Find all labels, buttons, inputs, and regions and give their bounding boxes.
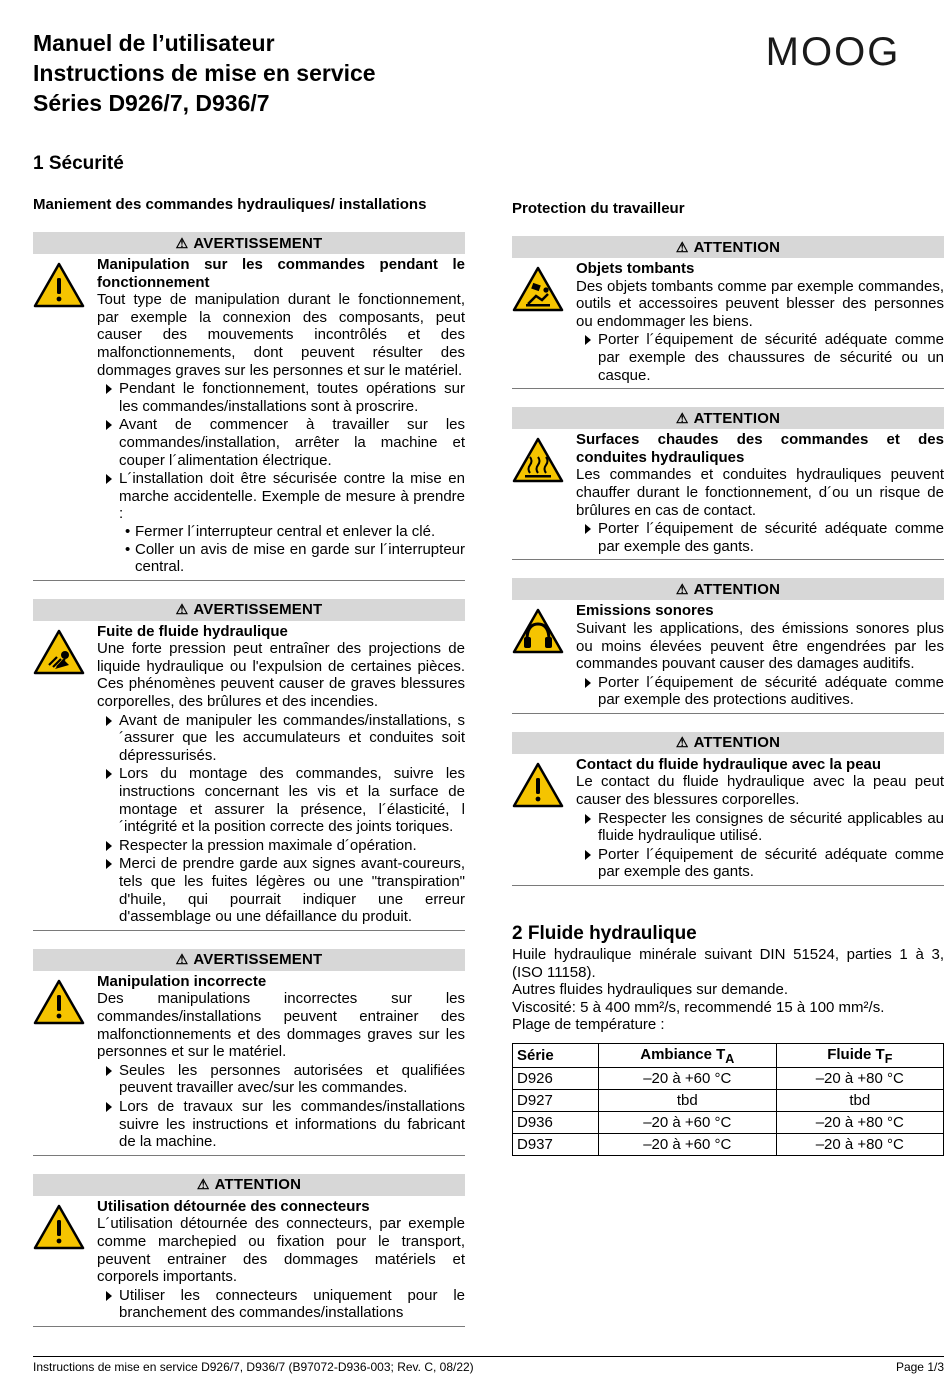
title-line-3: Séries D926/7, D936/7 (33, 90, 270, 116)
left-safety-box (33, 1174, 465, 1327)
series-cell: D936 (513, 1112, 599, 1134)
header-ambiance-sub: A (725, 1051, 735, 1066)
hazard-level-bar (512, 732, 944, 754)
bullet-item: Porter l´équipement de sécurité adéquate comme par exemple des chaussures de sécurité ou un casque. (576, 331, 944, 384)
fluid-paragraph-4: Plage de température : (512, 1016, 665, 1034)
left-safety-box (33, 599, 465, 931)
safety-box-title: Manipulation incorrecte (97, 972, 267, 990)
warning-triangle-icon: ⚠ (675, 238, 689, 255)
bullet-item: Respecter les consignes de sécurité applicables au fluide hydraulique utilisé. (576, 810, 944, 845)
series-cell: D937 (513, 1134, 599, 1156)
safety-box-title: Objets tombants (576, 260, 695, 277)
moog-logo (722, 30, 944, 70)
falling-objects-icon (512, 266, 564, 312)
bullet-list (576, 520, 944, 555)
header-serie: Série (513, 1044, 599, 1068)
table-row (513, 1068, 944, 1090)
right-subtitle: Protection du travailleur (512, 200, 685, 217)
fluid-paragraph-3: Viscosité: 5 à 400 mm²/s, recommendé 15 à 100 mm²/s. (512, 998, 885, 1016)
header-fluide-sub: F (884, 1051, 893, 1066)
table-row (513, 1112, 944, 1134)
safety-box-title: Utilisation détournée des connecteurs (97, 1197, 370, 1215)
bullet-item: Lors de travaux sur les commandes/installations suivre les instructions et informations du fabricant de la machine. (97, 1098, 465, 1151)
bullet-list (576, 331, 944, 384)
hazard-level-bar (33, 949, 465, 971)
title-line-1: Manuel de l’utilisateur (33, 30, 275, 56)
warning-triangle-icon: ⚠ (175, 601, 189, 618)
safety-box-text: L´utilisation détournée des connecteurs, par exemple comme marchepied ou fixation pour le transport, peuvent entrainer des dommages matériels et corporels importants. (97, 1215, 465, 1286)
safety-box-text: Tout type de manipulation durant le fonctionnement, par exemple la connexion des composants, peut causer des mouvements incontrôlés et des malfonctionnements, dont peuvent résulter des dommages graves sur les personnes et sur le matériel. (97, 291, 465, 379)
warning-exclamation-icon (33, 979, 85, 1025)
title-line-2: Instructions de mise en service (33, 60, 376, 86)
header-fluide-label: Fluide T (827, 1045, 885, 1063)
temperature-table (512, 1043, 944, 1156)
fluide-cell: –20 à +80 °C (776, 1068, 943, 1090)
left-safety-box (33, 949, 465, 1156)
hazard-level-label: AVERTISSEMENT (193, 234, 323, 252)
ambiance-cell: –20 à +60 °C (599, 1112, 777, 1134)
hazard-level-label: ATTENTION (693, 238, 781, 256)
safety-box-title: Contact du fluide hydraulique avec la peau (576, 755, 882, 773)
bullet-item: L´installation doit être sécurisée contre la mise en marche accidentelle. Exemple de mesure à prendre : (97, 470, 465, 523)
bullet-list (97, 1062, 465, 1151)
safety-box-title: Emissions sonores (576, 602, 714, 620)
fluid-paragraph-1: Huile hydraulique minérale suivant DIN 51524, parties 1 à 3, (ISO 11158). (512, 946, 944, 981)
logo-text: MOOG (765, 30, 901, 70)
warning-triangle-icon: ⚠ (675, 734, 689, 751)
left-subtitle: Maniement des commandes hydrauliques/ installations (33, 196, 427, 213)
left-safety-box (33, 232, 465, 581)
hazard-level-bar (512, 407, 944, 429)
bullet-item: Porter l´équipement de sécurité adéquate comme par exemple des gants. (576, 520, 944, 555)
hazard-level-label: AVERTISSEMENT (193, 601, 323, 619)
warning-exclamation-icon (512, 762, 564, 808)
sub-bullet-item: • Fermer l´interrupteur central et enlever la clé. (125, 523, 465, 541)
safety-box-body (33, 256, 465, 581)
warning-exclamation-icon (33, 262, 85, 308)
bullet-item: Respecter la pression maximale d´opération. (97, 837, 465, 855)
ambiance-cell: –20 à +60 °C (599, 1068, 777, 1090)
bullet-item: Avant de commencer à travailler sur les commandes/installation, arrêter la machine et couper l´alimentation électrique. (97, 416, 465, 469)
bullet-list (576, 810, 944, 881)
footer-left: Instructions de mise en service D926/7, D936/7 (B97072-D936-003; Rev. C, 08/22) (33, 1360, 474, 1374)
hazard-level-bar (33, 232, 465, 254)
safety-box-body (512, 756, 944, 886)
safety-box-text: Une forte pression peut entraîner des projections de liquide hydraulique ou l'expulsion de certaines pièces. Ces phénomènes peuvent causer de graves blessures corporelles, des brûlures et des incendies. (97, 640, 465, 711)
table-row (513, 1134, 944, 1156)
right-safety-box (512, 236, 944, 389)
header-ambiance-label: Ambiance T (640, 1045, 726, 1063)
bullet-item: Merci de prendre garde aux signes avant-coureurs, tels que les fuites légères ou une "transpiration" d'huile, qui pourrait indiquer une erreur d'assemblage ou une défaillance du produit. (97, 855, 465, 925)
bullet-item: Utiliser les connecteurs uniquement pour le branchement des commandes/installations (97, 1287, 465, 1322)
series-cell: D927 (513, 1090, 599, 1112)
hot-surface-icon (512, 437, 564, 483)
right-column (512, 236, 944, 904)
hazard-level-label: ATTENTION (693, 734, 781, 752)
safety-box-body (512, 602, 944, 714)
bullet-item: Lors du montage des commandes, suivre les instructions concernant les vis et la surface de montage et assurer la présence, l´élasticité, l´intégrité et la position correcte des joints toriques. (97, 765, 465, 835)
bullet-item: Pendant le fonctionnement, toutes opérations sur les commandes/installations sont à proscrire. (97, 380, 465, 415)
right-safety-box (512, 578, 944, 714)
footer-divider (33, 1356, 944, 1357)
hazard-level-label: ATTENTION (693, 409, 781, 427)
safety-box-text: Les commandes et conduites hydrauliques peuvent chauffer durant le fonctionnement, d´ou un risque de brûlures en cas de contact. (576, 466, 944, 519)
fluide-cell: tbd (776, 1090, 943, 1112)
bullet-item: Seules les personnes autorisées et qualifiées peuvent travailler avec/sur les commandes. (97, 1062, 465, 1097)
ambiance-cell: tbd (599, 1090, 777, 1112)
section-2-title: 2 Fluide hydraulique (512, 923, 697, 944)
sub-bullet-item: • Coller un avis de mise en garde sur l´interrupteur central. (125, 541, 465, 576)
safety-box-body (512, 431, 944, 560)
bullet-item: Porter l´équipement de sécurité adéquate comme par exemple des gants. (576, 846, 944, 881)
hazard-level-bar (512, 578, 944, 600)
right-safety-box (512, 732, 944, 886)
table-header-row (513, 1044, 944, 1068)
document-title (33, 28, 376, 118)
bullet-list (97, 1287, 465, 1322)
right-safety-box (512, 407, 944, 560)
bullet-list (576, 674, 944, 709)
fluide-cell: –20 à +80 °C (776, 1112, 943, 1134)
warning-triangle-icon: ⚠ (196, 1176, 210, 1193)
safety-box-title: Surfaces chaudes des commandes et des conduites hydrauliques (576, 431, 944, 466)
sub-bullet-list (97, 523, 465, 576)
header-ambiance (599, 1044, 777, 1068)
table-row (513, 1090, 944, 1112)
header-fluide (776, 1044, 943, 1068)
warning-triangle-icon: ⚠ (675, 409, 689, 426)
hazard-level-bar (33, 1174, 465, 1196)
fluid-jet-warning-icon (33, 629, 85, 675)
ambiance-cell: –20 à +60 °C (599, 1134, 777, 1156)
hazard-level-label: AVERTISSEMENT (193, 951, 323, 969)
bullet-item: Porter l´équipement de sécurité adéquate comme par exemple des protections auditives. (576, 674, 944, 709)
hazard-level-bar (33, 599, 465, 621)
bullet-item: Avant de manipuler les commandes/installations, s´assurer que les accumulateurs et conduites soit dépressurisés. (97, 712, 465, 765)
hearing-protection-icon (512, 608, 564, 654)
warning-exclamation-icon (33, 1204, 85, 1250)
safety-box-body (33, 1198, 465, 1327)
safety-box-body (33, 623, 465, 931)
safety-box-text: Des objets tombants comme par exemple commandes, outils et accessoires peuvent blesser des personnes ou endommager les biens. (576, 277, 944, 330)
hazard-level-label: ATTENTION (214, 1176, 302, 1194)
warning-triangle-icon: ⚠ (175, 951, 189, 968)
fluide-cell: –20 à +80 °C (776, 1134, 943, 1156)
bullet-list (97, 380, 465, 523)
safety-box-text: Le contact du fluide hydraulique avec la peau peut causer des blessures corporelles. (576, 773, 944, 809)
left-column (33, 232, 465, 1345)
footer-page-number: Page 1/3 (895, 1360, 944, 1374)
safety-box-body (33, 973, 465, 1156)
series-cell: D926 (513, 1068, 599, 1090)
safety-box-text: Suivant les applications, des émissions sonores plus ou moins élevées peuvent être engendrées par les commandes pouvant causer des damages auditifs. (576, 619, 944, 673)
hazard-level-label: ATTENTION (693, 580, 781, 598)
safety-box-text: Des manipulations incorrectes sur les commandes/installations peuvent entrainer des malfonctionnements et des dommages graves sur les personnes et sur le matériel. (97, 990, 465, 1061)
safety-box-body (512, 260, 944, 389)
bullet-list (97, 712, 465, 926)
fluid-paragraph-2: Autres fluides hydrauliques sur demande. (512, 981, 788, 999)
hazard-level-bar (512, 236, 944, 258)
warning-triangle-icon: ⚠ (175, 234, 189, 251)
safety-box-title: Fuite de fluide hydraulique (97, 622, 288, 640)
safety-box-title: Manipulation sur les commandes pendant le fonctionnement (97, 256, 465, 291)
section-1-title: 1 Sécurité (33, 153, 124, 174)
warning-triangle-icon: ⚠ (675, 580, 689, 597)
fluid-description (512, 946, 944, 1034)
